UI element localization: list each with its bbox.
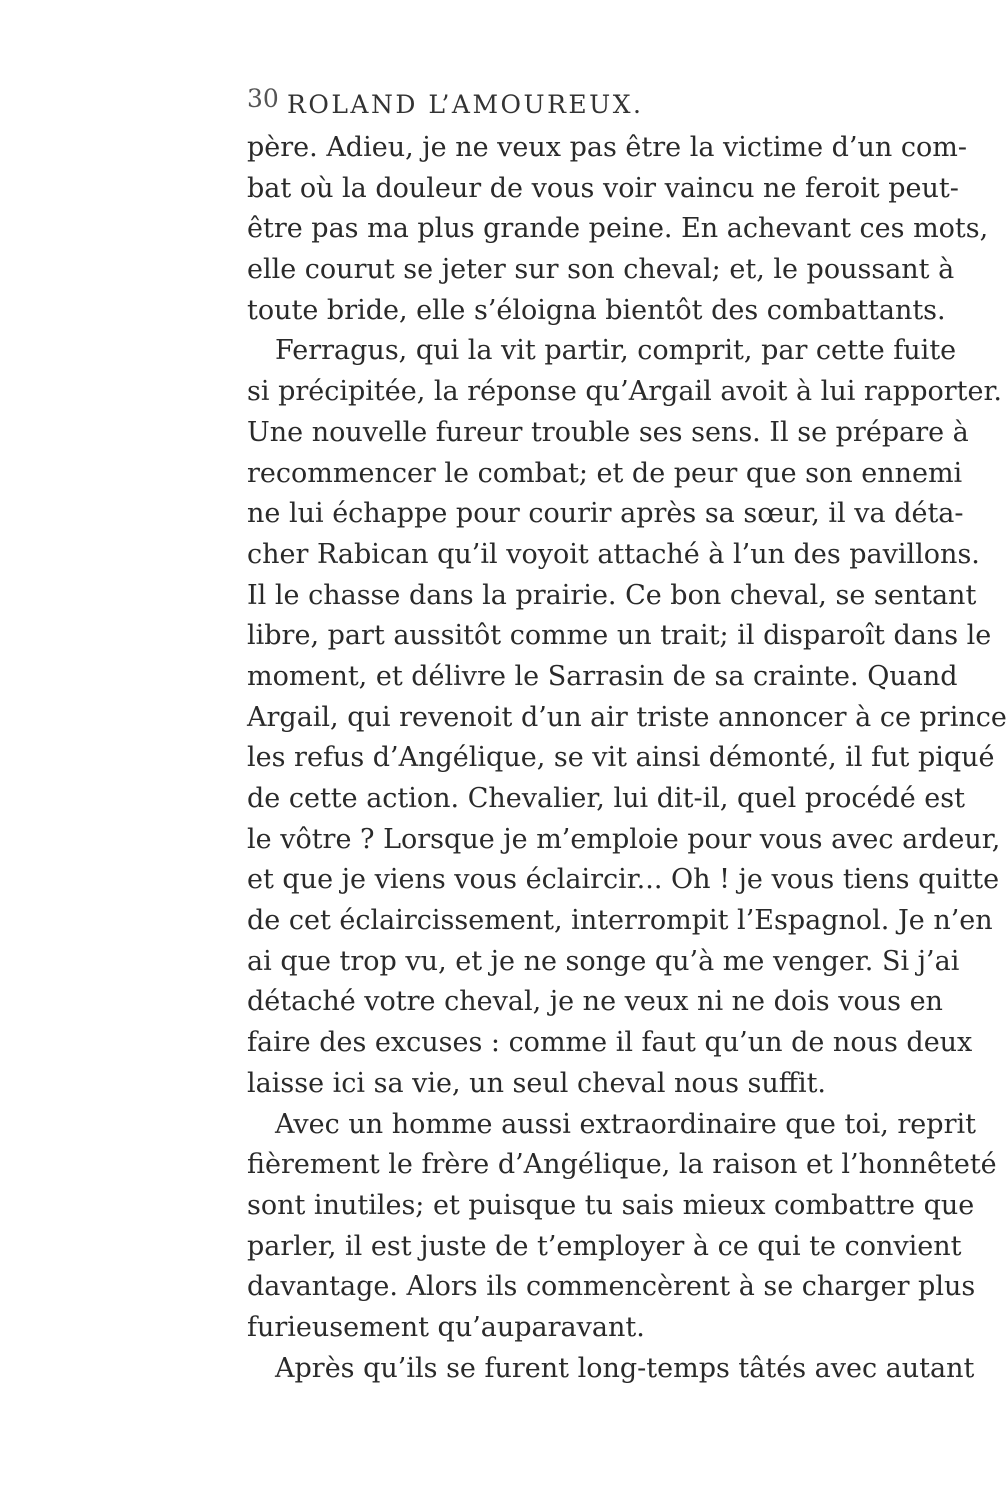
text-line: Une nouvelle fureur trouble ses sens. Il se prépare à xyxy=(247,416,969,448)
text-line: Avec un homme aussi extraordinaire que toi, reprit xyxy=(275,1108,976,1140)
text-line: les refus d’Angélique, se vit ainsi démonté, il fut piqué xyxy=(247,742,995,774)
text-line: recommencer le combat; et de peur que son ennemi xyxy=(247,457,963,489)
text-line: ai que trop vu, et je ne songe qu’à me venger. Si j’ai xyxy=(247,945,960,977)
page-number: 30 xyxy=(247,84,279,113)
text-line: détaché votre cheval, je ne veux ni ne dois vous en xyxy=(247,986,943,1018)
text-line: Ferragus, qui la vit partir, comprit, par cette fuite xyxy=(275,335,957,367)
running-head: ROLAND L’AMOUREUX. xyxy=(287,90,644,119)
text-line: de cet éclaircissement, interrompit l’Espagnol. Je n’en xyxy=(247,905,993,937)
text-line: Argail, qui revenoit d’un air triste annoncer à ce prince xyxy=(247,701,1007,733)
text-line: parler, il est juste de t’employer à ce qui te convient xyxy=(247,1230,962,1262)
text-line: être pas ma plus grande peine. En achevant ces mots, xyxy=(247,213,989,245)
text-line: libre, part aussitôt comme un trait; il disparoît dans le xyxy=(247,620,992,652)
text-line: furieusement qu’auparavant. xyxy=(247,1311,645,1343)
text-line: Après qu’ils se furent long-temps tâtés avec autant xyxy=(275,1352,975,1384)
text-line: toute bride, elle s’éloigna bientôt des combattants. xyxy=(247,294,946,326)
text-line: bat où la douleur de vous voir vaincu ne feroit peut- xyxy=(247,172,959,204)
text-line: fièrement le frère d’Angélique, la raison et l’honnêteté xyxy=(247,1149,997,1181)
text-line: sont inutiles; et puisque tu sais mieux combattre que xyxy=(247,1189,975,1221)
text-line: Il le chasse dans la prairie. Ce bon cheval, se sentant xyxy=(247,579,977,611)
text-line: ne lui échappe pour courir après sa sœur, il va déta- xyxy=(247,498,964,530)
text-line: père. Adieu, je ne veux pas être la victime d’un com- xyxy=(247,132,967,163)
text-line: le vôtre ? Lorsque je m’emploie pour vous avec ardeur, xyxy=(247,823,1001,855)
text-line: laisse ici sa vie, un seul cheval nous suffit. xyxy=(247,1067,827,1099)
text-line: faire des excuses : comme il faut qu’un de nous deux xyxy=(247,1027,973,1059)
text-line: et que je viens vous éclaircir... Oh ! je vous tiens quitte xyxy=(247,864,1000,896)
text-line: si précipitée, la réponse qu’Argail avoit à lui rapporter. xyxy=(247,376,1003,408)
text-line: moment, et délivre le Sarrasin de sa crainte. Quand xyxy=(247,660,958,692)
text-line: cher Rabican qu’il voyoit attaché à l’un des pavillons. xyxy=(247,538,980,570)
text-line: elle courut se jeter sur son cheval; et, le poussant à xyxy=(247,254,955,286)
text-line: de cette action. Chevalier, lui dit-il, quel procédé est xyxy=(247,783,965,814)
body-text xyxy=(247,128,1007,1389)
text-line: davantage. Alors ils commencèrent à se charger plus xyxy=(247,1271,976,1303)
